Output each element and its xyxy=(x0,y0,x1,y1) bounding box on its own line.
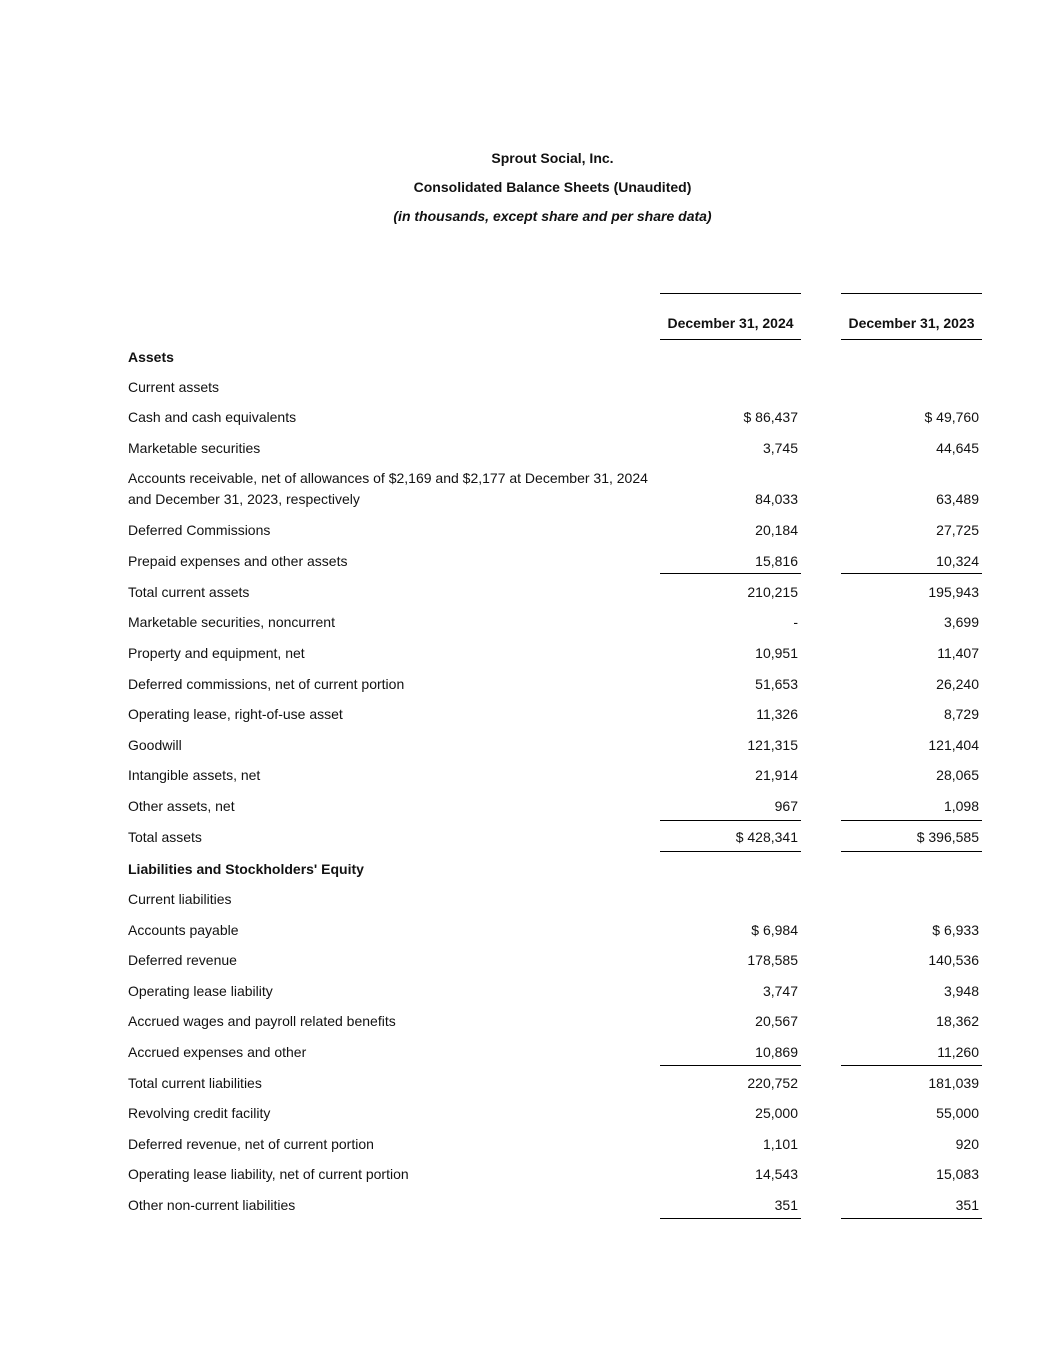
row-label: Total assets xyxy=(128,829,202,845)
row-label: Prepaid expenses and other assets xyxy=(128,553,348,569)
subtotal-rule xyxy=(841,573,982,574)
value-2023: 195,943 xyxy=(928,584,979,600)
table-row xyxy=(0,859,1055,881)
value-2023: $ 396,585 xyxy=(916,829,979,845)
column-header-2023: December 31, 2023 xyxy=(848,315,975,331)
value-2023: 920 xyxy=(955,1136,979,1152)
value-2024: 1,101 xyxy=(762,1136,798,1152)
row-label: Marketable securities xyxy=(128,440,261,456)
value-2024: 178,585 xyxy=(747,952,798,968)
total-rule xyxy=(660,851,801,852)
value-2024: 3,745 xyxy=(762,440,798,456)
table-row xyxy=(0,551,1055,573)
value-2023: 11,407 xyxy=(937,645,979,661)
value-2024: 351 xyxy=(774,1197,798,1213)
value-2024: 220,752 xyxy=(747,1075,798,1091)
row-label: and December 31, 2023, respectively xyxy=(128,491,360,507)
row-label: Operating lease liability, net of current portion xyxy=(128,1166,409,1182)
subtotal-rule xyxy=(841,1065,982,1066)
value-2023: 15,083 xyxy=(936,1166,979,1182)
value-2023: 44,645 xyxy=(936,440,979,456)
table-row xyxy=(0,520,1055,542)
table-row xyxy=(0,889,1055,911)
subtotal-rule xyxy=(660,1065,801,1066)
column-header-rule xyxy=(660,339,801,340)
value-2024: 14,543 xyxy=(755,1166,798,1182)
subtotal-rule xyxy=(660,573,801,574)
table-row xyxy=(0,704,1055,726)
value-2023: $ 6,933 xyxy=(932,922,979,938)
table-row xyxy=(0,1103,1055,1125)
table-row xyxy=(0,1134,1055,1156)
value-2024: 20,567 xyxy=(755,1013,798,1029)
value-2024: 11,326 xyxy=(756,706,798,722)
value-2023: 55,000 xyxy=(936,1105,979,1121)
row-label: Accounts receivable, net of allowances of $2,169 and $2,177 at December 31, 2024 xyxy=(128,470,648,486)
value-2024: $ 428,341 xyxy=(735,829,798,845)
value-2023: 140,536 xyxy=(928,952,979,968)
statement-title: Consolidated Balance Sheets (Unaudited) xyxy=(413,179,692,195)
table-row xyxy=(0,407,1055,429)
value-2024: 20,184 xyxy=(755,522,798,538)
column-header-rule xyxy=(841,339,982,340)
value-2024: 210,215 xyxy=(747,584,798,600)
table-row xyxy=(0,582,1055,604)
row-label: Operating lease liability xyxy=(128,983,273,999)
row-label: Revolving credit facility xyxy=(128,1105,271,1121)
subtotal-rule xyxy=(660,820,801,821)
statement-subtitle: (in thousands, except share and per share data) xyxy=(393,208,712,224)
table-row xyxy=(0,1164,1055,1186)
value-2023: 351 xyxy=(955,1197,979,1213)
table-row xyxy=(0,612,1055,634)
value-2023: 28,065 xyxy=(936,767,979,783)
table-row xyxy=(0,1042,1055,1064)
table-row xyxy=(0,981,1055,1003)
table-row xyxy=(0,1011,1055,1033)
row-label: Deferred commissions, net of current portion xyxy=(128,676,405,692)
table-row xyxy=(0,796,1055,818)
section-heading-assets: Assets xyxy=(128,349,174,365)
row-label: Property and equipment, net xyxy=(128,645,305,661)
value-2024: 15,816 xyxy=(755,553,798,569)
value-2023: 8,729 xyxy=(943,706,979,722)
value-2024: 121,315 xyxy=(747,737,798,753)
row-label: Cash and cash equivalents xyxy=(128,409,297,425)
table-row xyxy=(0,468,1055,490)
value-2024: 10,951 xyxy=(755,645,798,661)
value-2024: 84,033 xyxy=(755,491,798,507)
table-row xyxy=(0,735,1055,757)
row-label: Accrued wages and payroll related benefits xyxy=(128,1013,396,1029)
value-2024: 3,747 xyxy=(762,983,798,999)
value-2023: 3,948 xyxy=(943,983,979,999)
row-label: Deferred Commissions xyxy=(128,522,271,538)
value-2024: 51,653 xyxy=(755,676,798,692)
column-header-2024: December 31, 2024 xyxy=(667,315,794,331)
row-label: Current assets xyxy=(128,379,220,395)
row-label: Accrued expenses and other xyxy=(128,1044,307,1060)
table-row xyxy=(0,827,1055,849)
value-2023: 3,699 xyxy=(943,614,979,630)
row-label: Accounts payable xyxy=(128,922,239,938)
value-2023: 1,098 xyxy=(943,798,979,814)
subtotal-rule xyxy=(841,1218,982,1219)
table-row xyxy=(0,1195,1055,1217)
value-2024: 967 xyxy=(774,798,798,814)
row-label: Operating lease, right-of-use asset xyxy=(128,706,343,722)
row-label: Current liabilities xyxy=(128,891,232,907)
value-2023: 11,260 xyxy=(937,1044,979,1060)
value-2023: 27,725 xyxy=(936,522,979,538)
table-row xyxy=(0,950,1055,972)
value-2024: $ 86,437 xyxy=(743,409,798,425)
row-label: Marketable securities, noncurrent xyxy=(128,614,335,630)
table-row xyxy=(0,489,1055,511)
value-2024: 21,914 xyxy=(755,767,798,783)
value-2024: 10,869 xyxy=(755,1044,798,1060)
subtotal-rule xyxy=(841,820,982,821)
value-2023: 18,362 xyxy=(936,1013,979,1029)
row-label: Total current assets xyxy=(128,584,250,600)
subtotal-rule xyxy=(660,1218,801,1219)
table-row xyxy=(0,438,1055,460)
row-label: Intangible assets, net xyxy=(128,767,261,783)
row-label: Deferred revenue xyxy=(128,952,237,968)
row-label: Deferred revenue, net of current portion xyxy=(128,1136,374,1152)
row-label: Goodwill xyxy=(128,737,182,753)
column-top-rule xyxy=(660,293,801,294)
table-row xyxy=(0,765,1055,787)
total-rule xyxy=(841,851,982,852)
value-2023: $ 49,760 xyxy=(924,409,979,425)
value-2024: - xyxy=(793,614,798,630)
table-row xyxy=(0,674,1055,696)
table-row xyxy=(0,347,1055,369)
table-row xyxy=(0,377,1055,399)
value-2023: 63,489 xyxy=(936,491,979,507)
row-label: Other assets, net xyxy=(128,798,235,814)
value-2023: 121,404 xyxy=(928,737,979,753)
column-top-rule xyxy=(841,293,982,294)
table-row xyxy=(0,643,1055,665)
value-2024: $ 6,984 xyxy=(751,922,798,938)
table-row xyxy=(0,1073,1055,1095)
value-2023: 26,240 xyxy=(936,676,979,692)
value-2023: 10,324 xyxy=(936,553,979,569)
table-row xyxy=(0,920,1055,942)
row-label: Other non-current liabilities xyxy=(128,1197,296,1213)
section-heading-liabilities: Liabilities and Stockholders' Equity xyxy=(128,861,364,877)
company-name: Sprout Social, Inc. xyxy=(491,150,614,166)
value-2023: 181,039 xyxy=(928,1075,979,1091)
row-label: Total current liabilities xyxy=(128,1075,262,1091)
value-2024: 25,000 xyxy=(755,1105,798,1121)
